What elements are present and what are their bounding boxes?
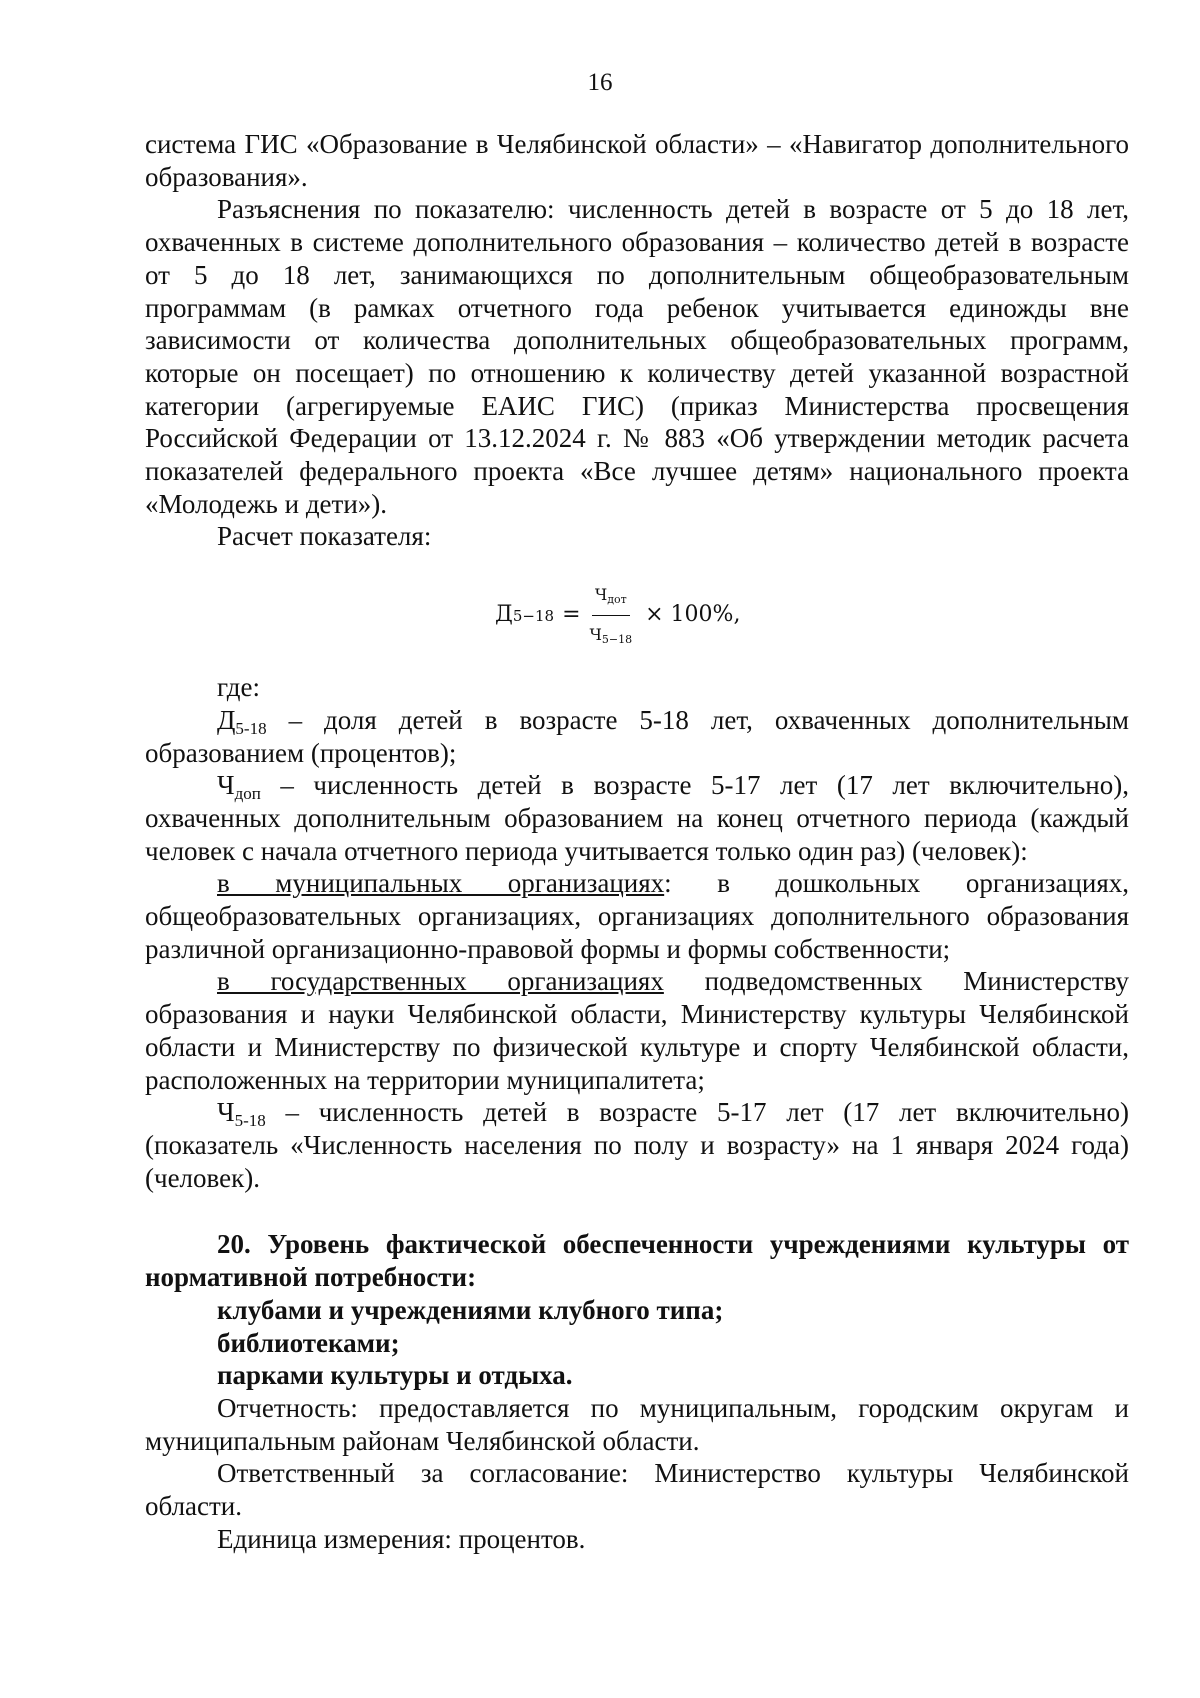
state-text: подведомственных Министерству образования и науки Челябинской области, Министерству культуры Челябинской области и Министерству по физической культуре и спорту Челябинской области, расположенных на территории муниципалитета; [145,966,1129,1095]
formula-denominator-subscript: 5−18 [601,632,633,646]
paragraph-calculation-label: Расчет показателя: [217,521,432,552]
definition-ch-dop [145,769,1129,867]
definition-ch-5-18-subscript: 5-18 [234,1111,266,1131]
definition-d-symbol: Д [217,704,236,735]
formula [145,575,1129,655]
definition-ch-5-18-text: – численность детей в возрасте 5-17 лет (17 лет включительно) (показатель «Численность населения по полу и возрасту» на 1 января 2024 года) (человек). [145,1097,1129,1193]
municipal-text: : в дошкольных организациях, общеобразовательных организациях, организациях дополнительного образования различной организационно-правовой формы и формы собственности; [145,868,1129,964]
paragraph-state-organizations [145,965,1129,1096]
formula-lhs: Д 5−18 [495,599,554,632]
section-heading-20: 20. Уровень фактической обеспеченности учреждениями культуры от нормативной потребности: [145,1229,1129,1293]
formula-numerator [592,579,630,616]
formula-fraction [587,579,636,651]
definition-ch-dop-subscript: доп [234,784,261,804]
formula-equals: = [562,601,581,627]
paragraph-where: где: [217,672,260,703]
definition-ch-5-18 [145,1096,1129,1194]
heading-item-libraries: библиотеками; [217,1327,400,1358]
definition-ch-dop-text: – численность детей в возрасте 5-17 лет (17 лет включительно), охваченных дополнительным образованием на конец отчетного периода (каждый человек с начала отчетного периода учитывается только один раз) (человек): [145,770,1129,866]
formula-numerator-subscript: дот [607,592,627,606]
definition-d-subscript: 5-18 [235,718,267,738]
section-gap [145,1194,1129,1228]
formula-denominator-symbol: Ч [589,624,602,644]
definition-d-5-18 [145,704,1129,769]
document-body [145,128,1129,1555]
heading-item-clubs: клубами и учреждениями клубного типа; [217,1294,724,1325]
definition-d-text: – доля детей в возрасте 5-18 лет, охваченных дополнительным образованием (процентов); [145,704,1129,768]
paragraph-indicator-explanation: Разъяснения по показателю: численность детей в возрасте от 5 до 18 лет, охваченных в системе дополнительного образования – количество детей в возрасте от 5 до 18 лет, занимающихся по дополнительным общеобразовательным программам (в рамках отчетного года ребенок учитывается единожды вне зависимости от количества дополнительных общеобразовательных программ, которые он посещает) по отношению к количеству детей указанной возрастной категории (агрегируемые ЕАИС ГИС) (приказ Министерства просвещения Российской Федерации от 13.12.2024 г. № 883 «Об утверждении методик расчета показателей федерального проекта «Все лучшее детям» национального проекта «Молодежь и дети»). [145,194,1129,519]
definition-ch-dop-symbol: Ч [217,770,235,801]
formula-denominator [587,616,636,652]
heading-item-parks: парками культуры и отдыха. [217,1360,573,1391]
paragraph-source-continuation: система ГИС «Образование в Челябинской области» – «Навигатор дополнительного образования». [145,129,1129,192]
formula-multiplier: × 100%, [645,601,741,627]
state-underlined: в государственных организациях [217,966,664,997]
paragraph-unit: Единица измерения: процентов. [217,1523,586,1554]
paragraph-reporting: Отчетность: предоставляется по муниципальным, городским округам и муниципальным районам Челябинской области. [145,1392,1129,1456]
formula-lhs-symbol: Д [495,601,513,627]
paragraph-responsible: Ответственный за согласование: Министерство культуры Челябинской области. [145,1458,1129,1522]
definition-ch-5-18-symbol: Ч [217,1097,235,1128]
formula-numerator-symbol: Ч [594,584,608,604]
page-number: 16 [587,69,613,96]
municipal-underlined: в муниципальных организациях [217,868,665,899]
paragraph-municipal-organizations [145,867,1129,965]
